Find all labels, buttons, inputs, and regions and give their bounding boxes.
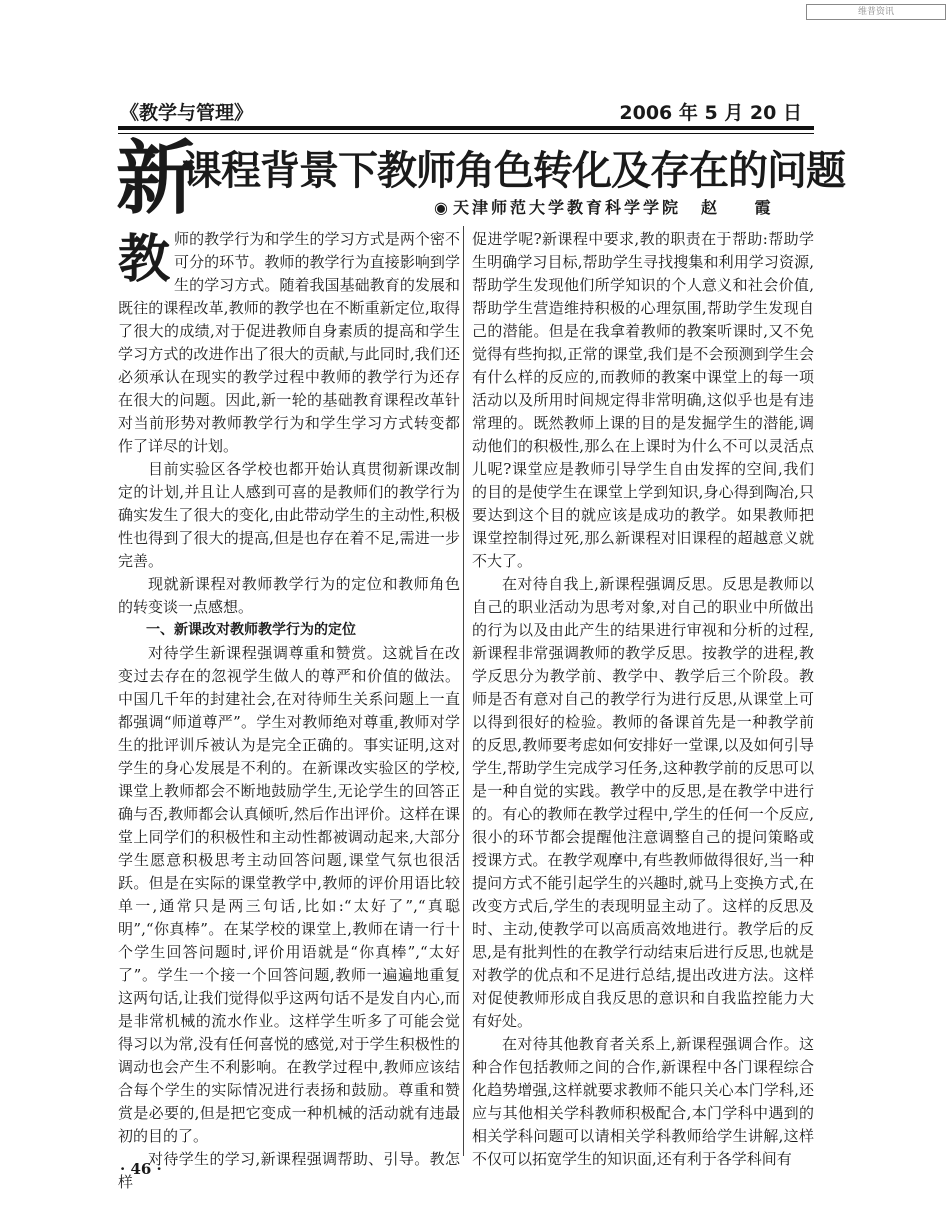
paragraph-intro-text: 师的教学行为和学生的学习方式是两个密不可分的环节。教师的教学行为直接影响到学生的学习方式。随着我国基础教育的发展和既往的课程改革,教师的教学也在不断重新定位,取得了很大的成绩,对于促进教师自身素质的提高和学生学习方式的改进作出了很大的贡献,与此同时,我们还必须承认在现实的教学过程中教师的教学行为还存在很大的问题。因此,新一轮的基础教育课程改革针对当前形势对教师教学行为和学生学习方式转变都作了详尽的计划。: [118, 230, 460, 455]
author-institution: 天津师范大学教育科学学院: [452, 198, 681, 217]
bullet-icon: ◉: [434, 198, 451, 217]
header-rule-thin: [118, 133, 814, 134]
issue-date: 2006 年 5 月 20 日: [619, 102, 802, 124]
paragraph: 对待学生新课程强调尊重和赞赏。这就旨在改变过去存在的忽视学生做人的尊严和价值的做法。中国几千年的封建社会,在对待师生关系问题上一直都强调“师道尊严”。学生对教师绝对尊重,教师对学生的批评训斥被认为是完全正确的。事实证明,这对学生的身心发展是不利的。在新课改实验区的学校,课堂上教师都会不断地鼓励学生,无论学生的回答正确与否,教师都会认真倾听,然后作出评价。这样在课堂上同学们的积极性和主动性都被调动起来,大部分学生愿意积极思考主动回答问题,课堂气氛也很活跃。但是在实际的课堂教学中,教师的评价用语比较单一,通常只是两三句话,比如:“太好了”,“真聪明”,“你真棒”。在某学校的课堂上,教师在请一行十个学生回答问题时,评价用语就是“你真棒”,“太好了”。学生一个接一个回答问题,教师一遍遍地重复这两句话,让我们觉得似乎这两句话不是发自内心,而是非常机械的流水作业。这样学生听多了可能会觉得习以为常,没有任何喜悦的感觉,对于学生积极性的调动也会产生不利影响。在教学过程中,教师应该结合每个学生的实际情况进行表扬和鼓励。尊重和赞赏是必要的,但是把它变成一种机械的活动就有违最初的目的了。: [118, 644, 460, 1145]
author-line: [434, 195, 787, 218]
paragraph: 目前实验区各学校也都开始认真贯彻新课改制定的计划,并且让人感到可喜的是教师们的教学行为确实发生了很大的变化,由此带动学生的主动性,积极性也得到了很大的提高,但是也存在着不足,需进一步完善。: [118, 460, 460, 570]
paragraph: 在对待自我上,新课程强调反思。反思是教师以自己的职业活动为思考对象,对自己的职业中所做出的行为以及由此产生的结果进行审视和分析的过程,新课程非常强调教师的教学反思。按教学的进程,教学反思分为教学前、教学中、教学后三个阶段。教师是否有意对自己的教学行为进行反思,从课堂上可以得到很好的检验。教师的备课首先是一种教学前的反思,教师要考虑如何安排好一堂课,以及如何引导学生,帮助学生完成学习任务,这种教学前的反思可以是一种自觉的实践。教学中的反思,是在教学中进行的。有心的教师在教学过程中,学生的任何一个反应,很小的环节都会提醒他注意调整自己的提问策略或授课方式。在教学观摩中,有些教师做得很好,当一种提问方式不能引起学生的兴趣时,就马上变换方式,在改变方式后,学生的表现明显主动了。这样的反思及时、主动,使教学可以高质高效地进行。教学后的反思,是有批判性的在教学行动结束后进行反思,也就是对教学的优点和不足进行总结,提出改进方法。这样对促使教师形成自我反思的意识和自我监控能力大有好处。: [472, 575, 814, 1030]
header-rule-thick: [118, 126, 814, 130]
left-column: [118, 228, 460, 1194]
paragraph-intro: [118, 228, 460, 458]
paragraph: 现就新课程对教师教学行为的定位和教师角色的转变谈一点感想。: [118, 575, 460, 616]
drop-cap: 教: [118, 229, 171, 290]
source-stamp: 维普资讯: [806, 4, 946, 20]
section-heading: 一、新课改对教师教学行为的定位: [146, 622, 356, 638]
page-number: · 46 ·: [120, 1160, 162, 1178]
right-column: [472, 228, 814, 1171]
article-title: 课程背景下教师角色转化及存在的问题: [182, 148, 845, 194]
author-name: 赵 霞: [700, 198, 787, 217]
journal-name: 《教学与管理》: [120, 102, 254, 124]
paragraph: 在对待其他教育者关系上,新课程强调合作。这种合作包括教师之间的合作,新课程中各门课程综合化趋势增强,这样就要求教师不能只关心本门学科,还应与其他相关学科教师积极配合,本门学科中遇到的相关学科问题可以请相关学科教师给学生讲解,这样不仅可以拓宽学生的知识面,还有利于各学科间有: [472, 1035, 814, 1168]
column-divider: [463, 226, 464, 1156]
paragraph: 促进学呢?新课程中要求,教的职责在于帮助:帮助学生明确学习目标,帮助学生寻找搜集和利用学习资源,帮助学生发现他们所学知识的个人意义和社会价值,帮助学生营造维持积极的心理氛围,帮助学生发现自己的潜能。但是在我拿着教师的教案听课时,又不免觉得有些拘拟,正常的课堂,我们是不会预测到学生会有什么样的反应的,而教师的教案中课堂上的每一项活动以及所用时间规定得非常明确,这似乎也是有违常理的。既然教师上课的目的是发掘学生的潜能,调动他们的积极性,那么在上课时为什么不可以灵活点儿呢?课堂应是教师引导学生自由发挥的空间,我们的目的是使学生在课堂上学到知识,身心得到陶冶,只要达到这个目的就应该是成功的教学。如果教师把课堂控制得过死,那么新课程对旧课程的超越意义就不大了。: [472, 230, 814, 570]
paragraph: 对待学生的学习,新课程强调帮助、引导。教怎样: [118, 1150, 460, 1191]
title-first-char: 新: [116, 132, 196, 225]
